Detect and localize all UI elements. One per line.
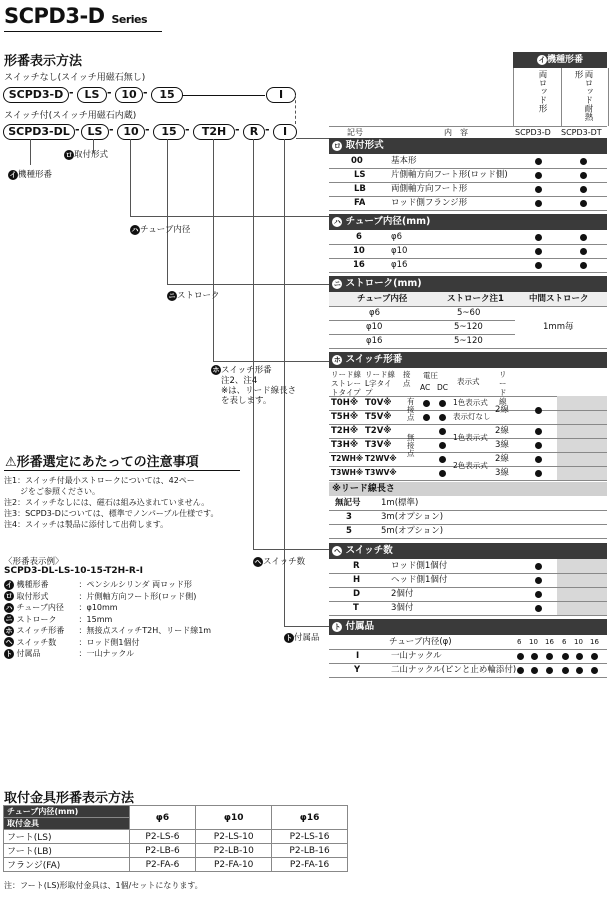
table-row: チューブ内径 ストローク注1 中間ストローク [329, 292, 607, 307]
table-row: T 3個付 [329, 601, 607, 616]
callout-switch-qty: ヘ スイッチ数 [254, 557, 306, 567]
example-code: SCPD3-DL-LS-10-15-T2H-R-I [4, 566, 143, 576]
bore-header: ハ チューブ内径(mm) [329, 214, 607, 230]
swqty-header: ヘ スイッチ数 [329, 543, 607, 559]
acc-header: ト 付属品 [329, 619, 607, 635]
table-row: LS 片側軸方向フート形(ロッド側) [329, 168, 607, 183]
table-row: 00 基本形 [329, 154, 607, 169]
table-row: フランジ(FA) P2-FA-6 P2-FA-10 P2-FA-16 [4, 858, 348, 872]
table-row: 16 φ16 [329, 258, 607, 273]
table-row: H ヘッド側1個付 [329, 573, 607, 588]
code2-acc: I [273, 124, 297, 140]
code1-bore: 10 [115, 87, 143, 103]
table-row: T0H※ T0V※ 1色表示式 2線 [329, 396, 607, 411]
title-rule [4, 31, 162, 32]
switch-contact-no: 無接点 [407, 433, 415, 458]
code2-swqty: R [243, 124, 265, 140]
example-title: 〈形番表示例〉 [4, 557, 64, 567]
table-row: 6 φ6 [329, 230, 607, 245]
example-list: イ 機種形番 ：ペンシルシリンダ 両ロッド形 ロ 取付形式 ：片側軸方向フート形(ロッド側) ハ チューブ内径 ：φ10mm ニ ストローク ：15mm ホ スイッチ形番 ：無接点スイッチT2H、リード線1m ヘ スイッチ数 ：ロッド側1個付 ト 付属品 ：一山ナックル [5, 580, 212, 658]
code1-acc: I [266, 87, 296, 103]
section-how-title: 形番表示方法 [4, 54, 83, 69]
caution-notes: 注1：スイッチ付最小ストロークについては、42ペー ジをご参照ください。 注2：スイッチなしには、磁石は組み込まれていません。 注3：SCPD3-Dについては、標準でノンパーブル仕様です。 注4：スイッチは製品に添付して出荷します。 [4, 476, 219, 529]
table-row: 3 3m(オプション) [329, 510, 607, 525]
fitting-note: 注：フート(LS)形取付金具は、1個/セットになります。 [4, 881, 203, 890]
stroke-header: ニ ストローク(mm) [329, 276, 607, 292]
table-row: T3WH※ T3WV※ 3線 [329, 466, 607, 481]
fitting-table [3, 805, 348, 872]
code1-stroke: 15 [151, 87, 183, 103]
switch-colhead: リード線ストレートタイプ リード線L字タイプ 接点 電圧 AC DC 表示式 リード線 [329, 368, 607, 397]
kishu-body [513, 68, 609, 126]
table-row: 10 φ10 [329, 244, 607, 259]
stroke-mid: 1mm毎 [543, 322, 574, 332]
code1-model: SCPD3-D [3, 87, 69, 103]
switch-contact-yes: 有接点 [407, 397, 415, 422]
mount-header: ロ 取付形式 [329, 138, 607, 154]
code1-mount: LS [77, 87, 107, 103]
switch-header: ホ スイッチ形番 [329, 352, 607, 368]
code2-bore: 10 [117, 124, 145, 140]
table-row: T2WH※ T2WV※ 2色表示式 2線 [329, 452, 607, 467]
code2-stroke: 15 [153, 124, 185, 140]
table-row: FA ロッド側フランジ形 [329, 196, 607, 211]
table-row: R ロッド側1個付 [329, 559, 607, 574]
table-row: φ6 5~60 [329, 306, 515, 321]
table-row: チューブ内径(mm) φ6 φ10 φ16 [4, 806, 348, 818]
code2-switch: T2H [193, 124, 235, 140]
table-row: 無記号 1m(標準) [329, 496, 607, 511]
table-row: フート(LB) P2-LB-6 P2-LB-10 P2-LB-16 [4, 844, 348, 858]
table-row: φ10 5~120 [329, 320, 515, 335]
with-switch-label: スイッチ付(スイッチ用磁石内蔵) [4, 111, 137, 121]
table-row: チューブ内径(φ) 6 10 16 6 10 16 [329, 635, 607, 650]
table-row: T5H※ T5V※ 表示灯なし [329, 410, 607, 425]
callout-bore: ハ チューブ内径 [131, 225, 191, 235]
kishu-header: イ 機種形番 [513, 52, 607, 68]
no-switch-label: スイッチなし(スイッチ用磁石無し) [4, 73, 146, 83]
kishu-col2: 両ロッド耐熱形 [573, 70, 593, 121]
code2-mount: LS [81, 124, 109, 140]
lead-header: ※リード線長さ [329, 482, 607, 496]
callout-switch-model: ホ スイッチ形番 注2、注4 ※は、リード線長さ を表します。 [212, 365, 297, 406]
table-row: フート(LS) P2-LS-6 P2-LS-10 P2-LS-16 [4, 830, 348, 844]
code2-model: SCPD3-DL [3, 124, 75, 140]
kishu-col1: 両ロッド形 [537, 70, 547, 113]
table-row: I 一山ナックル [329, 649, 607, 664]
warning-icon: ⚠ [5, 455, 17, 470]
callout-stroke: ニ ストローク [168, 291, 220, 301]
table-row: T2H※ T2V※ 1色表示式 2線 [329, 424, 607, 439]
callout-mounting: ロ 取付形式 [65, 150, 109, 160]
table-row: φ16 5~120 [329, 334, 607, 349]
callout-accessory: ト 付属品 [285, 633, 320, 643]
table-row: LB 両側軸方向フート形 [329, 182, 607, 197]
table-row: T3H※ T3V※ 3線 [329, 438, 607, 453]
table-row: Y 二山ナックル(ピンと止め輪添付) [329, 663, 607, 678]
table-row: 取付金具 [4, 818, 348, 830]
caution-title: ⚠形番選定にあたっての注意事項 [5, 455, 199, 470]
page-title: SCPD3-D Series [4, 4, 148, 28]
table-row: D 2個付 [329, 587, 607, 602]
fitting-title: 取付金具形番表示方法 [4, 791, 135, 806]
callout-model: イ 機種形番 [9, 170, 53, 180]
table-row: 5 5m(オプション) [329, 524, 607, 539]
kishu-colhead: 記号 内 容 SCPD3-D SCPD3-DT [329, 126, 607, 140]
